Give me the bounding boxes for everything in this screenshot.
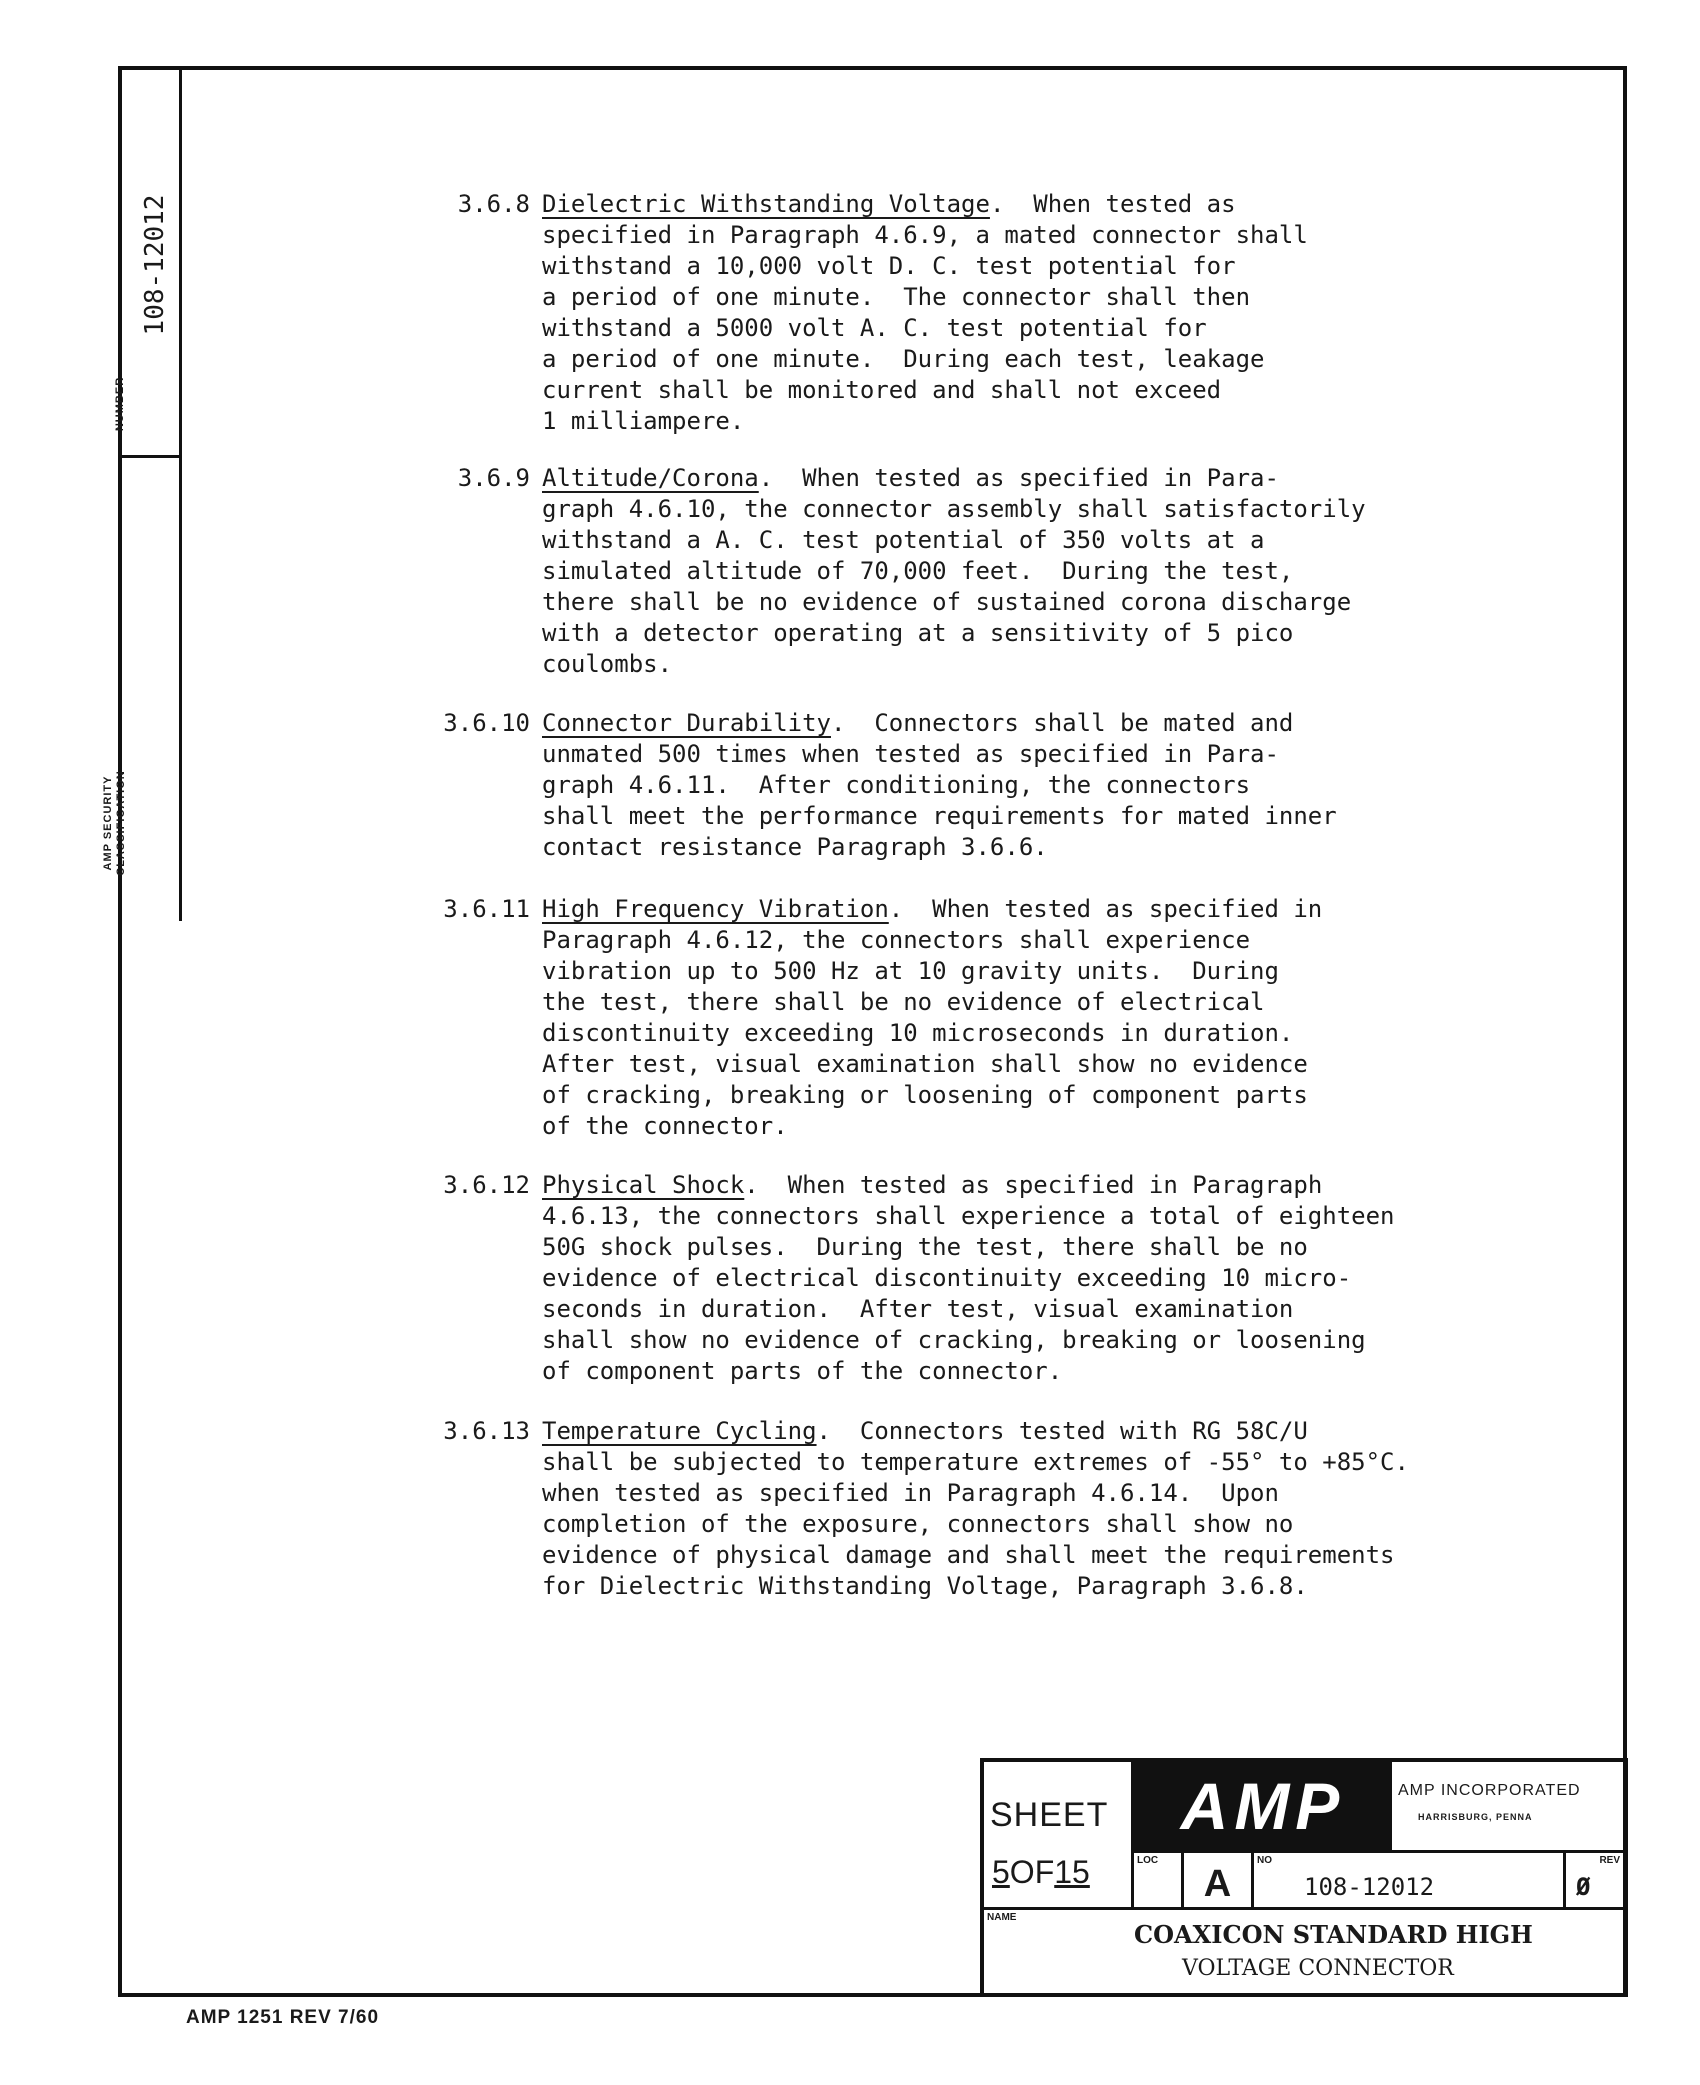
- no-label: NO: [1257, 1855, 1272, 1866]
- loc-label-cell: [1134, 1853, 1184, 1907]
- security-classification-label: AMP SECURITY CLASSIFICATION: [102, 770, 127, 876]
- document-name-line-1: COAXICON STANDARD HIGH: [1134, 1920, 1533, 1949]
- paragraph-title: Temperature Cycling: [542, 1417, 817, 1445]
- number-label: NUMBER: [114, 376, 126, 432]
- amp-logo-text: AMP: [1180, 1769, 1346, 1843]
- document-name-line-2: VOLTAGE CONNECTOR: [1182, 1956, 1454, 1981]
- name-label: NAME: [987, 1912, 1017, 1923]
- paragraph-title: Connector Durability: [542, 709, 831, 737]
- paragraph-body: High Frequency Vibration. When tested as specified in Paragraph 4.6.12, the connectors shall experience vibration up to 500 Hz at 10 gravity units. During the test, there shall be no evidence of electrical discontinuity exceeding 10 microseconds in duration. After test, visual examination shall show no evidence of cracking, breaking or loosening of component parts of the connector.: [542, 895, 1323, 1140]
- sheet-label: SHEET: [990, 1796, 1109, 1834]
- title-block: [980, 1758, 1628, 1997]
- paragraph-number: 3.6.11: [443, 895, 530, 923]
- paragraph-title: Physical Shock: [542, 1171, 745, 1199]
- document-name-row: [984, 1907, 1624, 1993]
- paragraph-number: 3.6.8: [457, 190, 530, 218]
- paragraph-number: 3.6.10: [443, 709, 530, 737]
- paragraph-body: Physical Shock. When tested as specified in Paragraph 4.6.13, the connectors shall experience a total of eighteen 50G shock pulses. During the test, there shall be no evidence of electrical discontinuity exceeding 10 micro- seconds in duration. After test, visual examination shall show no evidence of cracking, breaking or loosening of component parts of the connector.: [542, 1171, 1395, 1385]
- paragraph-body: Dielectric Withstanding Voltage. When tested as specified in Paragraph 4.6.9, a mated connector shall withstand a 10,000 volt D. C. test potential for a period of one minute. The connector shall then withstand a 5000 volt A. C. test potential for a period of one minute. During each test, leakage current shall be monitored and shall not exceed 1 milliampere.: [542, 190, 1308, 435]
- loc-label: LOC: [1137, 1855, 1159, 1866]
- paragraph-body: Connector Durability. Connectors shall be mated and unmated 500 times when tested as specified in Para- graph 4.6.11. After conditioning, the connectors shall meet the performance requirements for mated inner contact resistance Paragraph 3.6.6.: [542, 709, 1337, 861]
- sheet-number: 5OF15: [992, 1854, 1090, 1890]
- paragraph-title: Dielectric Withstanding Voltage: [542, 190, 990, 218]
- sheet-box: [984, 1762, 1134, 1907]
- paragraph-number: 3.6.13: [443, 1417, 530, 1445]
- document-number-vertical: 108-12012: [140, 194, 170, 336]
- loc-value: A: [1203, 1863, 1232, 1905]
- paragraph-body: Temperature Cycling. Connectors tested with RG 58C/U shall be subjected to temperature extremes of -55° to +85°C. when tested as specified in Paragraph 4.6.14. Upon completion of the exposure, connectors shall show no evidence of physical damage and shall meet the requirements for Dielectric Withstanding Voltage, Paragraph 3.6.8.: [542, 1417, 1409, 1600]
- loc-value-cell: [1184, 1853, 1254, 1907]
- form-number: AMP 1251 REV 7/60: [186, 2007, 380, 2028]
- title-block-id-row: [1134, 1850, 1624, 1907]
- document-number-cell: [1254, 1853, 1566, 1907]
- paragraph-number: 3.6.9: [457, 464, 530, 492]
- paragraph-title: High Frequency Vibration: [542, 895, 889, 923]
- rev-value: Ø: [1576, 1873, 1591, 1901]
- paragraph-body: Altitude/Corona. When tested as specified in Para- graph 4.6.10, the connector assembly shall satisfactorily withstand a A. C. test potential of 350 volts at a simulated altitude of 70,000 feet. During the test, there shall be no evidence of sustained corona discharge with a detector operating at a sensitivity of 5 pico coulombs.: [542, 464, 1366, 678]
- paragraph-title: Altitude/Corona: [542, 464, 759, 492]
- rev-label: REV: [1599, 1855, 1620, 1866]
- company-city: HARRISBURG, PENNA: [1418, 1812, 1533, 1822]
- company-name: AMP INCORPORATED: [1398, 1782, 1581, 1799]
- amp-logo: [1134, 1762, 1392, 1850]
- margin-divider: [118, 455, 182, 458]
- document-number: 108-12012: [1304, 1873, 1435, 1901]
- paragraph-number: 3.6.12: [443, 1171, 530, 1199]
- revision-cell: [1566, 1853, 1624, 1907]
